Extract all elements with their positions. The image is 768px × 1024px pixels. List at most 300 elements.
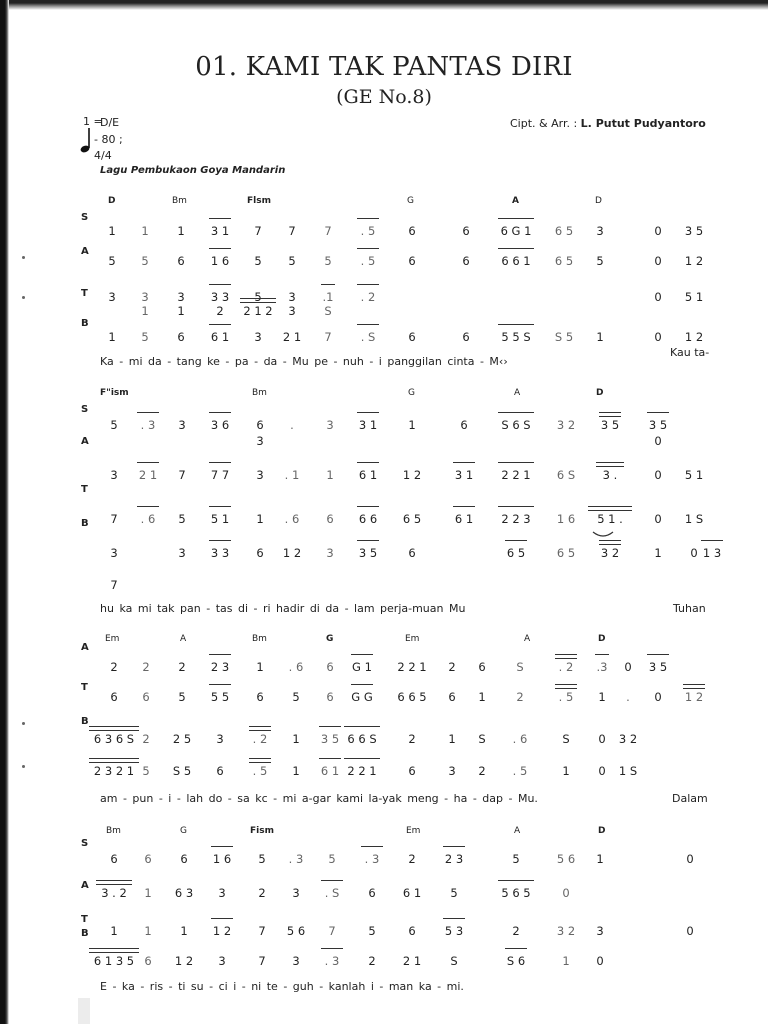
note-group: 5 — [110, 418, 118, 432]
beam-line — [137, 412, 159, 413]
note-group: 6 — [110, 852, 118, 866]
notation-row — [0, 660, 768, 676]
note-group: . 5 — [558, 690, 574, 704]
lyric-line-continuation: Kau ta- — [670, 346, 710, 359]
note-group: 6 — [368, 886, 376, 900]
note-group: 0 — [690, 546, 698, 560]
note-group: . 5 — [252, 764, 268, 778]
note-group: 5 — [254, 290, 262, 304]
note-group: 1 — [478, 690, 486, 704]
beam-line — [319, 758, 341, 759]
note-group: S 6 S — [501, 418, 531, 432]
beam-line — [344, 758, 380, 759]
notation-row — [0, 434, 768, 450]
note-group: 6 — [110, 690, 118, 704]
note-group: 5 1 — [210, 512, 230, 526]
note-group: 6 — [478, 660, 486, 674]
note-group: 2 — [408, 852, 416, 866]
notation-row — [0, 418, 768, 434]
beam-line — [249, 726, 271, 731]
note-group: 5 6 5 — [501, 886, 531, 900]
lyric-line: Ka - mi da - tang ke - pa - da - Mu pe - nuh - i panggilan cinta - M‹› — [100, 355, 508, 368]
note-group: 1 — [108, 224, 116, 238]
beam-line — [209, 540, 231, 541]
chord-symbol: D — [108, 196, 116, 206]
lyric-line-continuation: Tuhan — [673, 602, 706, 615]
note-group: S — [478, 732, 486, 746]
chord-symbol: D — [595, 196, 602, 206]
note-group: 6 — [177, 330, 185, 344]
key-marker: 1 = — [83, 115, 103, 128]
scan-edge-top — [0, 0, 768, 10]
note-group: 2 2 1 — [501, 468, 531, 482]
beam-line — [357, 218, 379, 219]
slur-mark — [592, 524, 614, 543]
beam-line — [319, 726, 341, 727]
note-group: 3 6 — [210, 418, 230, 432]
note-group: 6 1 — [210, 330, 230, 344]
chord-symbol: Flsm — [247, 196, 271, 206]
notation-row — [0, 304, 768, 320]
note-group: . 5 — [360, 254, 376, 268]
note-group: .1 — [322, 290, 334, 304]
note-group: 7 — [258, 954, 266, 968]
note-group: 6 — [256, 546, 264, 560]
beam-line — [209, 462, 231, 463]
note-group: 6 — [408, 924, 416, 938]
composer-credit — [510, 117, 706, 130]
beam-line — [249, 758, 271, 763]
note-group: 1 — [598, 690, 606, 704]
notation-row — [0, 732, 768, 748]
note-group: 2 — [448, 660, 456, 674]
note-group: 6 5 — [402, 512, 422, 526]
note-group: 5 6 — [556, 852, 576, 866]
note-group: 5 — [178, 690, 186, 704]
note-group: 6 — [408, 764, 416, 778]
note-group: 6 — [408, 254, 416, 268]
voice-label-s: S — [81, 212, 89, 223]
note-group: 2 3 — [444, 852, 464, 866]
note-group: 0 — [562, 886, 570, 900]
chord-symbol: Bm — [252, 634, 267, 644]
beam-line — [357, 412, 379, 413]
note-group: 1 6 — [210, 254, 230, 268]
chord-symbol: D — [596, 388, 604, 398]
chord-symbol: F"ism — [100, 388, 129, 398]
note-group: 7 7 — [210, 468, 230, 482]
note-group: . 2 — [558, 660, 574, 674]
note-group: 1 — [292, 732, 300, 746]
note-group: 2 3 — [210, 660, 230, 674]
note-group: 2 — [408, 732, 416, 746]
chord-symbol: Em — [105, 634, 120, 644]
note-group: 0 — [654, 690, 662, 704]
note-group: 6 3 6 S — [93, 732, 135, 746]
note-group: . 6 — [284, 512, 300, 526]
note-group: 3 — [292, 886, 300, 900]
note-group: 3 1 — [210, 224, 230, 238]
beam-line — [240, 298, 276, 303]
note-group: 6 5 — [554, 224, 574, 238]
note-group: 3 — [288, 290, 296, 304]
beam-line — [209, 284, 231, 285]
voice-label-a: A — [81, 246, 89, 257]
note-group: 3 — [326, 546, 334, 560]
note-group: 6 — [326, 690, 334, 704]
note-group: 5 — [108, 254, 116, 268]
note-group: 3 . 2 — [101, 886, 127, 900]
chord-symbol: Fism — [250, 826, 274, 836]
chord-symbol: A — [514, 826, 521, 836]
note-group: S 5 — [172, 764, 192, 778]
note-group: 1 2 — [282, 546, 302, 560]
note-group: 5 — [328, 852, 336, 866]
note-group: 6 — [256, 418, 264, 432]
note-group: 1 — [141, 224, 149, 238]
note-group: 1 — [562, 764, 570, 778]
note-group: 6 6 — [358, 512, 378, 526]
note-group: 0 — [624, 660, 632, 674]
chord-symbol: Em — [406, 826, 421, 836]
beam-line — [209, 324, 231, 325]
note-group: 6 1 — [454, 512, 474, 526]
beam-line — [357, 506, 379, 507]
beam-line — [89, 726, 139, 731]
note-group: 3 5 — [648, 418, 668, 432]
beam-line — [211, 846, 233, 847]
note-group: 2 — [512, 924, 520, 938]
note-group: S 6 — [506, 954, 526, 968]
voice-label-s: S — [81, 838, 89, 849]
note-group: 6 — [462, 254, 470, 268]
note-group: 3 2 — [556, 418, 576, 432]
note-group: 2 — [478, 764, 486, 778]
note-group: 6 — [448, 690, 456, 704]
note-group: . S — [324, 886, 340, 900]
note-group: 6 — [180, 852, 188, 866]
chord-symbol: A — [524, 634, 531, 644]
note-group: 3 2 — [600, 546, 620, 560]
chord-symbol: A — [514, 388, 521, 398]
beam-line — [595, 654, 609, 655]
note-group: 1 — [326, 468, 334, 482]
composer-label: Cipt. & Arr. : — [510, 117, 578, 130]
note-group: G G — [351, 690, 373, 704]
note-group: 3 1 — [358, 418, 378, 432]
note-group: 6 — [144, 954, 152, 968]
voice-label-s: S — [81, 404, 89, 415]
beam-line — [361, 846, 383, 847]
note-group: 2 — [216, 304, 224, 318]
note-group: 5 — [142, 764, 150, 778]
note-group: 2 — [258, 886, 266, 900]
lyric-line-continuation: Dalam — [672, 792, 708, 805]
note-group: 3 5 — [684, 224, 704, 238]
note-group: 3 — [141, 290, 149, 304]
note-group: 1 2 — [402, 468, 422, 482]
note-group: . 6 — [140, 512, 156, 526]
note-group: 2 3 2 1 — [93, 764, 135, 778]
voice-label-a: A — [81, 880, 89, 891]
voice-label-b: B — [81, 518, 89, 529]
voice-label-t: T — [81, 288, 88, 299]
note-group: 6 1 — [320, 764, 340, 778]
chord-symbol: D — [598, 826, 606, 836]
beam-line — [209, 506, 231, 507]
time-signature: 4/4 — [94, 149, 112, 162]
note-group: S — [516, 660, 524, 674]
note-group: 0 — [686, 924, 694, 938]
note-group: 3 — [326, 418, 334, 432]
beam-line — [137, 506, 159, 507]
chord-symbol: G — [407, 196, 414, 206]
note-group: 6 S — [556, 468, 576, 482]
notation-row — [0, 954, 768, 970]
note-group: 3 — [178, 546, 186, 560]
chord-symbol: D — [598, 634, 606, 644]
note-group: . S — [360, 330, 376, 344]
note-group: 6 — [408, 330, 416, 344]
voice-label-a: A — [81, 436, 89, 447]
chord-symbol: Em — [405, 634, 420, 644]
note-group: 2 1 — [138, 468, 158, 482]
note-group: . 2 — [252, 732, 268, 746]
note-group: 1 2 — [684, 254, 704, 268]
beam-line — [443, 846, 465, 847]
note-group: 1 — [596, 852, 604, 866]
note-group: 3 — [596, 924, 604, 938]
note-group: 1 6 — [556, 512, 576, 526]
note-group: 7 — [110, 578, 118, 592]
note-group: 2 1 2 — [243, 304, 273, 318]
note-group: S 5 — [554, 330, 574, 344]
beam-line — [357, 248, 379, 249]
note-group: 1 — [292, 764, 300, 778]
intro-note: Lagu Pembukaon Goya Mandarin — [100, 165, 286, 176]
note-group: 5 — [368, 924, 376, 938]
note-group: 7 — [324, 330, 332, 344]
beam-line — [357, 462, 379, 463]
chord-symbol: Bm — [106, 826, 121, 836]
note-group: . 3 — [324, 954, 340, 968]
note-group: 2 — [142, 660, 150, 674]
note-group: 6 — [408, 224, 416, 238]
note-group: 2 5 — [172, 732, 192, 746]
note-group: 3 5 — [358, 546, 378, 560]
tempo-marking: - 80 ; — [94, 133, 123, 146]
notation-row — [0, 852, 768, 868]
note-group: 1 6 — [212, 852, 232, 866]
note-group: 1 2 — [174, 954, 194, 968]
chord-symbol: A — [180, 634, 187, 644]
beam-line — [357, 324, 379, 325]
note-group: 1 — [144, 886, 152, 900]
note-group: 3 — [218, 886, 226, 900]
beam-line — [647, 654, 669, 655]
chord-symbol: G — [180, 826, 187, 836]
beam-line — [453, 462, 475, 463]
beam-line — [498, 324, 534, 325]
note-group: 0 — [686, 852, 694, 866]
note-group: . 5 — [360, 224, 376, 238]
note-group: 3 5 — [648, 660, 668, 674]
note-group: G 1 — [352, 660, 372, 674]
note-group: 5 5 — [210, 690, 230, 704]
note-group: 1 — [408, 418, 416, 432]
key-signature: D/E — [100, 116, 120, 129]
note-group: 7 — [178, 468, 186, 482]
note-group: 1 — [177, 224, 185, 238]
song-title: 01. KAMI TAK PANTAS DIRI — [195, 52, 573, 82]
note-group: . 5 — [512, 764, 528, 778]
beam-line — [498, 506, 534, 507]
note-group: 2 1 — [282, 330, 302, 344]
note-group: 1 — [654, 546, 662, 560]
note-group: 5 — [450, 886, 458, 900]
note-group: 7 — [328, 924, 336, 938]
note-group: 3 — [288, 304, 296, 318]
voice-label-t: T — [81, 484, 88, 495]
beam-line — [498, 218, 534, 219]
beam-line — [357, 284, 379, 285]
lyric-line: hu ka mi tak pan - tas di - ri hadir di da - lam perja-muan Mu — [100, 602, 466, 615]
note-group: 3 — [256, 434, 264, 448]
note-group: 6 — [462, 224, 470, 238]
note-group: 0 — [598, 732, 606, 746]
note-group: 6 3 — [174, 886, 194, 900]
note-group: 2 — [368, 954, 376, 968]
note-group: S — [562, 732, 570, 746]
notation-row — [0, 764, 768, 780]
note-group: 0 — [654, 290, 662, 304]
notation-row — [0, 924, 768, 940]
notation-row — [0, 254, 768, 270]
note-group: . 3 — [288, 852, 304, 866]
note-group: 7 — [288, 224, 296, 238]
beam-line — [683, 684, 705, 689]
note-group: 6 6 S — [347, 732, 377, 746]
notation-row — [0, 886, 768, 902]
notation-row — [0, 468, 768, 484]
note-group: 3 — [292, 954, 300, 968]
note-group: 2 2 1 — [397, 660, 427, 674]
note-group: 0 — [598, 764, 606, 778]
note-group: 3 — [448, 764, 456, 778]
note-group: 6 5 — [556, 546, 576, 560]
note-group: 3 1 — [454, 468, 474, 482]
note-group: 1 2 — [684, 330, 704, 344]
note-group: 5 — [288, 254, 296, 268]
note-group: 5 — [596, 254, 604, 268]
note-group: 3 — [216, 732, 224, 746]
note-group: 6 — [216, 764, 224, 778]
chord-symbol: G — [326, 634, 334, 644]
beam-line — [211, 918, 233, 919]
beam-line — [321, 880, 343, 881]
note-group: 1 S — [618, 764, 638, 778]
note-group: 0 — [654, 254, 662, 268]
note-group: 7 — [110, 512, 118, 526]
note-group: 6 1 3 5 — [93, 954, 135, 968]
note-group: 3 3 — [210, 546, 230, 560]
note-group: 5 — [141, 330, 149, 344]
beam-line — [321, 948, 343, 949]
note-group: . 6 — [512, 732, 528, 746]
note-group: 2 2 3 — [501, 512, 531, 526]
beam-line — [321, 284, 335, 285]
note-group: 0 — [654, 224, 662, 238]
note-group: 5 — [324, 254, 332, 268]
beam-line — [209, 218, 231, 219]
beam-line — [137, 462, 159, 463]
note-group: 6 — [177, 254, 185, 268]
note-group: 3 — [177, 290, 185, 304]
note-group: 2 — [142, 732, 150, 746]
note-group: 1 3 — [702, 546, 722, 560]
notation-row — [0, 578, 768, 594]
note-group: 3 2 — [618, 732, 638, 746]
beam-line — [596, 462, 625, 467]
composer-name: L. Putut Pudyantoro — [580, 117, 706, 130]
notation-row — [0, 512, 768, 528]
beam-line — [96, 880, 132, 885]
chord-symbol: Bm — [252, 388, 267, 398]
note-group: . 6 — [288, 660, 304, 674]
notation-row — [0, 546, 768, 562]
notation-row — [0, 690, 768, 706]
note-group: 1 — [256, 660, 264, 674]
note-group: 0 — [654, 330, 662, 344]
note-group: 1 — [448, 732, 456, 746]
note-group: 3 — [108, 290, 116, 304]
beam-line — [89, 948, 139, 953]
note-group: S — [450, 954, 458, 968]
note-group: 1 — [177, 304, 185, 318]
note-group: . 3 — [140, 418, 156, 432]
note-group: 3 — [178, 418, 186, 432]
note-group: 6 — [142, 690, 150, 704]
scan-artifact — [78, 998, 90, 1024]
note-group: . 1 — [284, 468, 300, 482]
note-group: 1 2 — [212, 924, 232, 938]
beam-line — [209, 248, 231, 249]
beam-line — [498, 462, 534, 463]
notation-row — [0, 224, 768, 240]
voice-label-b: B — [81, 318, 89, 329]
note-group: 6 6 5 — [397, 690, 427, 704]
note-group: 5 — [258, 852, 266, 866]
note-group: 7 — [258, 924, 266, 938]
voice-label-b: B — [81, 716, 89, 727]
beam-line — [498, 412, 534, 413]
note-group: 5 5 S — [501, 330, 531, 344]
note-group: 0 — [654, 512, 662, 526]
beam-line — [344, 726, 380, 727]
note-group: 6 5 — [554, 254, 574, 268]
note-group: 1 — [596, 330, 604, 344]
beam-line — [498, 880, 534, 881]
note-group: 2 2 1 — [347, 764, 377, 778]
note-group: 6 — [326, 512, 334, 526]
note-group: 6 5 — [506, 546, 526, 560]
beam-line — [351, 654, 373, 655]
beam-line — [443, 918, 465, 919]
note-group: 5 — [141, 254, 149, 268]
note-group: 3 5 — [320, 732, 340, 746]
note-group: 6 6 1 — [501, 254, 531, 268]
beam-line — [453, 506, 475, 507]
